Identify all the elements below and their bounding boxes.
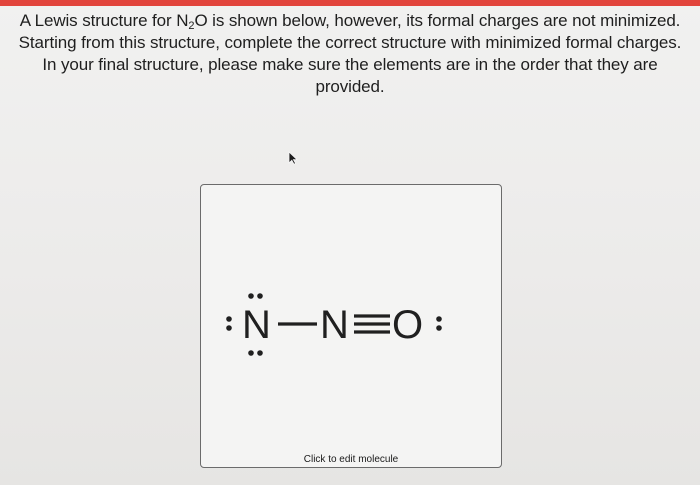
mouse-cursor-icon — [288, 151, 298, 165]
lone-pair-dot — [257, 293, 263, 299]
atom-oxygen: O — [392, 303, 424, 347]
lewis-structure — [201, 185, 501, 445]
edit-molecule-link[interactable]: Click to edit molecule — [303, 454, 399, 465]
top-accent-bar — [0, 0, 700, 6]
atom-nitrogen-2: N — [320, 303, 349, 347]
lone-pair-dot — [436, 316, 442, 322]
atom-nitrogen-1: N — [242, 303, 271, 347]
lone-pair-dot — [248, 350, 254, 356]
lone-pair-dot — [226, 316, 232, 322]
lone-pair-dot — [436, 325, 442, 331]
question-part2: O is shown below, however, its formal charges are not minimized. Starting from this structure, complete the correct structure with minimized formal charges. In your final structure, please make sure the elements are in the order that they are provided. — [18, 11, 682, 96]
question-text — [18, 10, 682, 98]
molecule-editor[interactable] — [200, 184, 502, 468]
lone-pair-dot — [248, 293, 254, 299]
lone-pair-dot — [257, 350, 263, 356]
lone-pair-dot — [226, 325, 232, 331]
question-part1: A Lewis structure for N — [19, 11, 189, 30]
question-subscript: 2 — [188, 20, 195, 32]
